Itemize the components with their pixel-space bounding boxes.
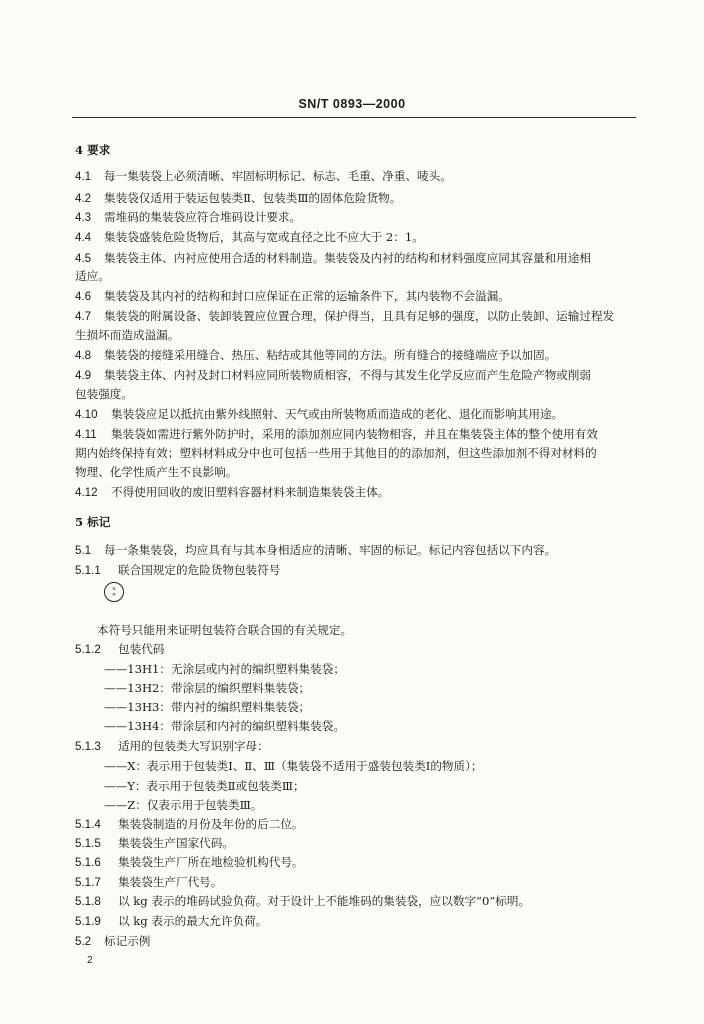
clause-4-9-cont: 包装强度。 xyxy=(75,387,133,401)
code-13h3: ——13H3：带内衬的编织塑料集装袋； xyxy=(104,700,311,714)
clause-4-11-cont: 期内始终保持有效；塑料材料成分中也可包括一些用于其他目的的添加剂，但这些添加剂不得对材料的 xyxy=(75,446,597,460)
clause-4-11: 4.11 集装袋如需进行紫外防护时，采用的添加剂应同内装物相容，并且在集装袋主体的整个使用有效 xyxy=(75,427,598,441)
clause-4-12: 4.12 不得使用回收的废旧塑料容器材料来制造集装袋主体。 xyxy=(75,485,390,499)
section-4-heading: 4 要求 xyxy=(75,143,111,157)
clause-4-4: 4.4 集装袋盛装危险货物后，其高与宽或直径之比不应大于 2：1。 xyxy=(75,230,424,244)
clause-5-1: 5.1 每一条集装袋，均应具有与其本身相适应的清晰、牢固的标记。标记内容包括以下内容。 xyxy=(75,543,557,557)
section-5-heading: 5 标记 xyxy=(75,515,111,529)
clause-4-1: 4.1 每一集装袋上必须清晰、牢固标明标记、标志、毛重、净重、唛头。 xyxy=(75,169,452,183)
clause-5-1-6: 5.1.6 集装袋生产厂所在地检验机构代号。 xyxy=(75,855,304,869)
code-13h1: ——13H1：无涂层或内衬的编织塑料集装袋； xyxy=(104,662,345,676)
letter-x: ——X：表示用于包装类Ⅰ、Ⅱ、Ⅲ（集装袋不适用于盛装包装类Ⅰ的物质）； xyxy=(104,759,483,773)
standard-number-header: SN/T 0893—2000 xyxy=(298,97,406,111)
clause-4-7: 4.7 集装袋的附属设备、装卸装置应位置合理，保护得当，且具有足够的强度，以防止装卸、运输过程发 xyxy=(75,309,615,323)
clause-4-8: 4.8 集装袋的接缝采用缝合、热压、粘结或其他等同的方法。所有缝合的接缝端应予以加固。 xyxy=(75,348,557,362)
clause-5-1-2: 5.1.2 包装代码 xyxy=(75,642,165,656)
header-rule xyxy=(72,117,636,118)
clause-5-1-7: 5.1.7 集装袋生产厂代号。 xyxy=(75,875,223,889)
code-13h2: ——13H2：带涂层的编织塑料集装袋； xyxy=(104,681,311,695)
clause-4-7-cont: 生损坏而造成溢漏。 xyxy=(75,328,180,342)
clause-4-5: 4.5 集装袋主体、内衬应使用合适的材料制造。集装袋及内衬的结构和材料强度应同其容量和用途相 xyxy=(75,251,591,265)
clause-5-1-1: 5.1.1 联合国规定的危险货物包装符号 xyxy=(75,563,281,577)
page-number: 2 xyxy=(87,955,93,966)
code-13h4: ——13H4：带涂层和内衬的编织塑料集装袋。 xyxy=(104,719,345,733)
clause-5-1-5: 5.1.5 集装袋生产国家代码。 xyxy=(75,836,234,850)
letter-z: ——Z：仅表示用于包装类Ⅲ。 xyxy=(104,798,263,812)
clause-4-9: 4.9 集装袋主体、内衬及封口材料应同所装物质相容，不得与其发生化学反应而产生危险产物或削弱 xyxy=(75,368,591,382)
clause-5-2: 5.2 标记示例 xyxy=(75,934,151,948)
clause-5-1-4: 5.1.4 集装袋制造的月份及年份的后二位。 xyxy=(75,817,304,831)
clause-5-1-3: 5.1.3 适用的包装类大写识别字母： xyxy=(75,739,269,753)
clause-4-6: 4.6 集装袋及其内衬的结构和封口应保证在正常的运输条件下，其内装物不会溢漏。 xyxy=(75,289,510,303)
clause-4-2: 4.2 集装袋仅适用于装运包装类Ⅱ、包装类Ⅲ的固体危险货物。 xyxy=(75,191,402,205)
clause-4-11-cont2: 物理、化学性质产生不良影响。 xyxy=(75,465,238,479)
clause-4-3: 4.3 需堆码的集装袋应符合堆码设计要求。 xyxy=(75,210,302,224)
clause-4-10: 4.10 集装袋应足以抵抗由紫外线照射、天气或由所装物质而造成的老化、退化而影响其用途。 xyxy=(75,407,564,421)
un-packaging-symbol: u n xyxy=(104,582,124,602)
clause-4-5-cont: 适应。 xyxy=(75,269,110,283)
clause-5-1-8: 5.1.8 以 kg 表示的堆码试验负荷。对于设计上不能堆码的集装袋，应以数字“0”标明。 xyxy=(75,894,531,908)
letter-y: ——Y：表示用于包装类Ⅱ或包装类Ⅲ； xyxy=(104,779,305,793)
un-symbol-note: 本符号只能用来证明包装符合联合国的有关规定。 xyxy=(97,623,353,637)
clause-5-1-9: 5.1.9 以 kg 表示的最大允许负荷。 xyxy=(75,914,268,928)
